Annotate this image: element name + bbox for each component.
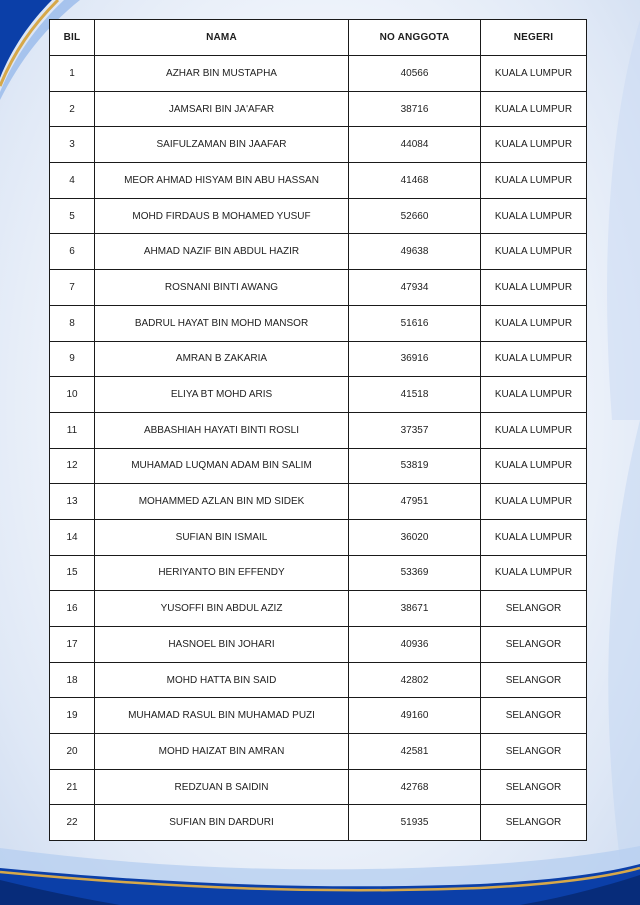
cell-bil: 10	[50, 377, 95, 413]
cell-no-anggota: 42768	[349, 769, 481, 805]
member-table-container	[49, 19, 586, 841]
table-row	[50, 519, 587, 555]
cell-bil: 19	[50, 698, 95, 734]
cell-nama: JAMSARI BIN JA'AFAR	[95, 91, 349, 127]
cell-nama: AZHAR BIN MUSTAPHA	[95, 56, 349, 92]
cell-bil: 22	[50, 805, 95, 841]
cell-negeri: SELANGOR	[481, 698, 587, 734]
cell-bil: 4	[50, 163, 95, 199]
table-row	[50, 769, 587, 805]
table-row	[50, 341, 587, 377]
cell-nama: MUHAMAD LUQMAN ADAM BIN SALIM	[95, 448, 349, 484]
cell-bil: 1	[50, 56, 95, 92]
cell-no-anggota: 51616	[349, 305, 481, 341]
cell-nama: ELIYA BT MOHD ARIS	[95, 377, 349, 413]
cell-nama: MOHD HAIZAT BIN AMRAN	[95, 734, 349, 770]
cell-bil: 20	[50, 734, 95, 770]
cell-nama: ABBASHIAH HAYATI BINTI ROSLI	[95, 412, 349, 448]
cell-bil: 12	[50, 448, 95, 484]
cell-bil: 5	[50, 198, 95, 234]
cell-negeri: SELANGOR	[481, 734, 587, 770]
table-row	[50, 627, 587, 663]
table-row	[50, 198, 587, 234]
cell-no-anggota: 51935	[349, 805, 481, 841]
cell-nama: SAIFULZAMAN BIN JAAFAR	[95, 127, 349, 163]
cell-nama: REDZUAN B SAIDIN	[95, 769, 349, 805]
cell-negeri: KUALA LUMPUR	[481, 270, 587, 306]
table-row	[50, 805, 587, 841]
header-negeri: NEGERI	[481, 20, 587, 56]
cell-no-anggota: 49638	[349, 234, 481, 270]
cell-negeri: KUALA LUMPUR	[481, 56, 587, 92]
cell-negeri: SELANGOR	[481, 627, 587, 663]
cell-nama: SUFIAN BIN DARDURI	[95, 805, 349, 841]
cell-negeri: KUALA LUMPUR	[481, 163, 587, 199]
cell-no-anggota: 36916	[349, 341, 481, 377]
table-row	[50, 377, 587, 413]
table-row	[50, 234, 587, 270]
table-row	[50, 305, 587, 341]
cell-negeri: SELANGOR	[481, 805, 587, 841]
table-body	[50, 56, 587, 841]
cell-no-anggota: 38716	[349, 91, 481, 127]
header-no-anggota: NO ANGGOTA	[349, 20, 481, 56]
cell-no-anggota: 44084	[349, 127, 481, 163]
cell-nama: MEOR AHMAD HISYAM BIN ABU HASSAN	[95, 163, 349, 199]
table-row	[50, 91, 587, 127]
cell-nama: AHMAD NAZIF BIN ABDUL HAZIR	[95, 234, 349, 270]
cell-no-anggota: 41518	[349, 377, 481, 413]
cell-negeri: KUALA LUMPUR	[481, 234, 587, 270]
member-table	[49, 19, 587, 841]
cell-no-anggota: 38671	[349, 591, 481, 627]
cell-negeri: KUALA LUMPUR	[481, 484, 587, 520]
cell-bil: 8	[50, 305, 95, 341]
cell-no-anggota: 42581	[349, 734, 481, 770]
cell-bil: 13	[50, 484, 95, 520]
right-light-streak-2	[608, 420, 640, 860]
cell-nama: HERIYANTO BIN EFFENDY	[95, 555, 349, 591]
cell-negeri: SELANGOR	[481, 591, 587, 627]
cell-nama: MOHD HATTA BIN SAID	[95, 662, 349, 698]
cell-negeri: KUALA LUMPUR	[481, 127, 587, 163]
cell-bil: 18	[50, 662, 95, 698]
table-row	[50, 56, 587, 92]
cell-no-anggota: 53369	[349, 555, 481, 591]
cell-no-anggota: 41468	[349, 163, 481, 199]
table-row	[50, 270, 587, 306]
cell-negeri: KUALA LUMPUR	[481, 448, 587, 484]
table-row	[50, 555, 587, 591]
cell-nama: MOHAMMED AZLAN BIN MD SIDEK	[95, 484, 349, 520]
cell-bil: 15	[50, 555, 95, 591]
cell-negeri: KUALA LUMPUR	[481, 198, 587, 234]
table-row	[50, 591, 587, 627]
cell-no-anggota: 42802	[349, 662, 481, 698]
cell-bil: 17	[50, 627, 95, 663]
cell-nama: HASNOEL BIN JOHARI	[95, 627, 349, 663]
cell-bil: 9	[50, 341, 95, 377]
cell-nama: MUHAMAD RASUL BIN MUHAMAD PUZI	[95, 698, 349, 734]
cell-nama: MOHD FIRDAUS B MOHAMED YUSUF	[95, 198, 349, 234]
cell-negeri: SELANGOR	[481, 769, 587, 805]
table-row	[50, 734, 587, 770]
cell-no-anggota: 47934	[349, 270, 481, 306]
cell-negeri: KUALA LUMPUR	[481, 555, 587, 591]
cell-bil: 16	[50, 591, 95, 627]
table-row	[50, 698, 587, 734]
cell-nama: YUSOFFI BIN ABDUL AZIZ	[95, 591, 349, 627]
table-row	[50, 448, 587, 484]
cell-bil: 6	[50, 234, 95, 270]
cell-bil: 14	[50, 519, 95, 555]
table-header-row	[50, 20, 587, 56]
table-row	[50, 127, 587, 163]
cell-nama: BADRUL HAYAT BIN MOHD MANSOR	[95, 305, 349, 341]
cell-negeri: KUALA LUMPUR	[481, 341, 587, 377]
cell-no-anggota: 49160	[349, 698, 481, 734]
table-row	[50, 163, 587, 199]
cell-no-anggota: 37357	[349, 412, 481, 448]
cell-negeri: SELANGOR	[481, 662, 587, 698]
cell-no-anggota: 40936	[349, 627, 481, 663]
table-row	[50, 662, 587, 698]
cell-bil: 21	[50, 769, 95, 805]
cell-bil: 2	[50, 91, 95, 127]
cell-nama: ROSNANI BINTI AWANG	[95, 270, 349, 306]
cell-no-anggota: 52660	[349, 198, 481, 234]
cell-negeri: KUALA LUMPUR	[481, 412, 587, 448]
right-light-streak	[607, 20, 640, 420]
cell-negeri: KUALA LUMPUR	[481, 377, 587, 413]
cell-bil: 3	[50, 127, 95, 163]
header-nama: NAMA	[95, 20, 349, 56]
cell-negeri: KUALA LUMPUR	[481, 91, 587, 127]
cell-nama: SUFIAN BIN ISMAIL	[95, 519, 349, 555]
cell-no-anggota: 40566	[349, 56, 481, 92]
header-bil: BIL	[50, 20, 95, 56]
cell-bil: 11	[50, 412, 95, 448]
cell-no-anggota: 53819	[349, 448, 481, 484]
cell-negeri: KUALA LUMPUR	[481, 519, 587, 555]
cell-negeri: KUALA LUMPUR	[481, 305, 587, 341]
cell-bil: 7	[50, 270, 95, 306]
table-row	[50, 484, 587, 520]
cell-no-anggota: 36020	[349, 519, 481, 555]
table-row	[50, 412, 587, 448]
cell-no-anggota: 47951	[349, 484, 481, 520]
cell-nama: AMRAN B ZAKARIA	[95, 341, 349, 377]
